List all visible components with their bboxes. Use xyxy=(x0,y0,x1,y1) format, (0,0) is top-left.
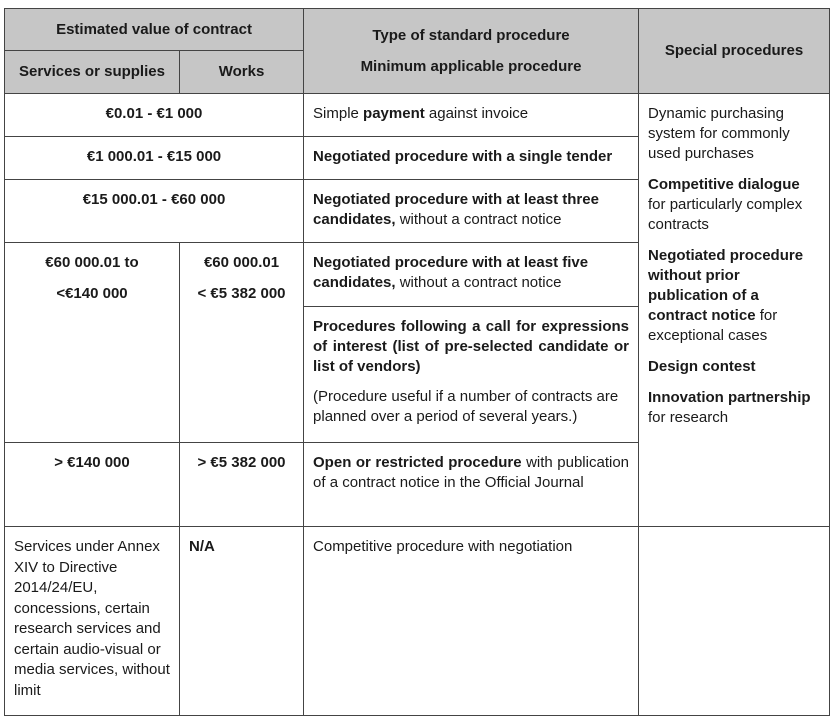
header-row-1 xyxy=(5,9,830,51)
procedure-bold-text: Negotiated procedure with at least five candidates, xyxy=(313,254,589,291)
works-value-line: €60 000.01 xyxy=(203,254,280,271)
special-procedures-header: Special procedures xyxy=(639,9,830,94)
procedure-bold-text: payment xyxy=(363,105,425,122)
procedure-text: against invoice xyxy=(424,105,529,122)
services-header: Services or supplies xyxy=(5,51,180,94)
estimated-value-header: Estimated value of contract xyxy=(5,9,304,51)
procedure-bold-text: Open or restricted procedure xyxy=(313,454,522,471)
standard-procedure-header xyxy=(304,9,639,94)
services-value-line: <€140 000 xyxy=(56,285,128,302)
works-value-line: < €5 382 000 xyxy=(197,285,286,302)
value-cell: €15 000.01 - €60 000 xyxy=(5,180,304,243)
services-value-cell: Services under Annex XIV to Directive 2014/24/EU, concessions, certain research services and certain audio-visual or media services, without limit xyxy=(5,527,180,716)
special-dynamic-purchasing: Dynamic purchasing system for commonly used purchases xyxy=(648,105,790,162)
special-design-contest: Design contest xyxy=(648,358,756,375)
standard-type-label: Type of standard procedure xyxy=(372,26,570,44)
procedure-cell xyxy=(304,94,639,137)
procedure-bold-text: Negotiated procedure with at least three candidates, xyxy=(313,191,599,228)
procedure-cell xyxy=(304,443,639,527)
special-bold-text: Competitive dialogue xyxy=(648,176,800,193)
special-negotiated-procedure xyxy=(648,246,820,346)
procedure-text: without a contract notice xyxy=(395,274,562,291)
procedure-text: Simple xyxy=(313,105,364,122)
table-row xyxy=(5,94,830,137)
table-row xyxy=(5,527,830,716)
procedure-text: without a contract notice xyxy=(395,211,562,228)
services-value-cell: > €140 000 xyxy=(5,443,180,527)
works-value-cell: > €5 382 000 xyxy=(180,443,304,527)
min-procedure-label: Minimum applicable procedure xyxy=(360,57,582,75)
special-bold-text: Innovation partnership xyxy=(648,389,811,406)
special-competitive-dialogue xyxy=(648,175,820,235)
special-text: for exceptional cases xyxy=(648,307,778,344)
special-empty-cell xyxy=(639,527,830,716)
special-text: for particularly complex contracts xyxy=(648,196,803,233)
works-header: Works xyxy=(180,51,304,94)
special-innovation-partnership xyxy=(648,388,820,428)
procedures-table xyxy=(4,8,830,716)
procedure-cell xyxy=(304,243,639,307)
procedure-note: (Procedure useful if a number of contracts are planned over a period of several years.) xyxy=(313,388,619,425)
works-value-cell xyxy=(180,243,304,443)
special-text: for research xyxy=(648,409,729,426)
procedure-cell: Competitive procedure with negotiation xyxy=(304,527,639,716)
value-cell: €1 000.01 - €15 000 xyxy=(5,137,304,180)
procedure-cell: Negotiated procedure with a single tender xyxy=(304,137,639,180)
services-value-cell xyxy=(5,243,180,443)
services-value-line: €60 000.01 to xyxy=(45,254,139,271)
procedure-cell xyxy=(304,307,639,443)
procedure-cell xyxy=(304,180,639,243)
procedure-bold-text: Procedures following a call for expressions of interest (list of pre-selected candidate or list of vendors) xyxy=(313,318,630,375)
works-value-cell: N/A xyxy=(180,527,304,716)
procedure-text: with publication of a contract notice in the Official Journal xyxy=(313,454,630,491)
value-cell: €0.01 - €1 000 xyxy=(5,94,304,137)
special-bold-text: Negotiated procedure without prior publication of a contract notice xyxy=(648,247,804,324)
special-procedures-cell xyxy=(639,94,830,527)
